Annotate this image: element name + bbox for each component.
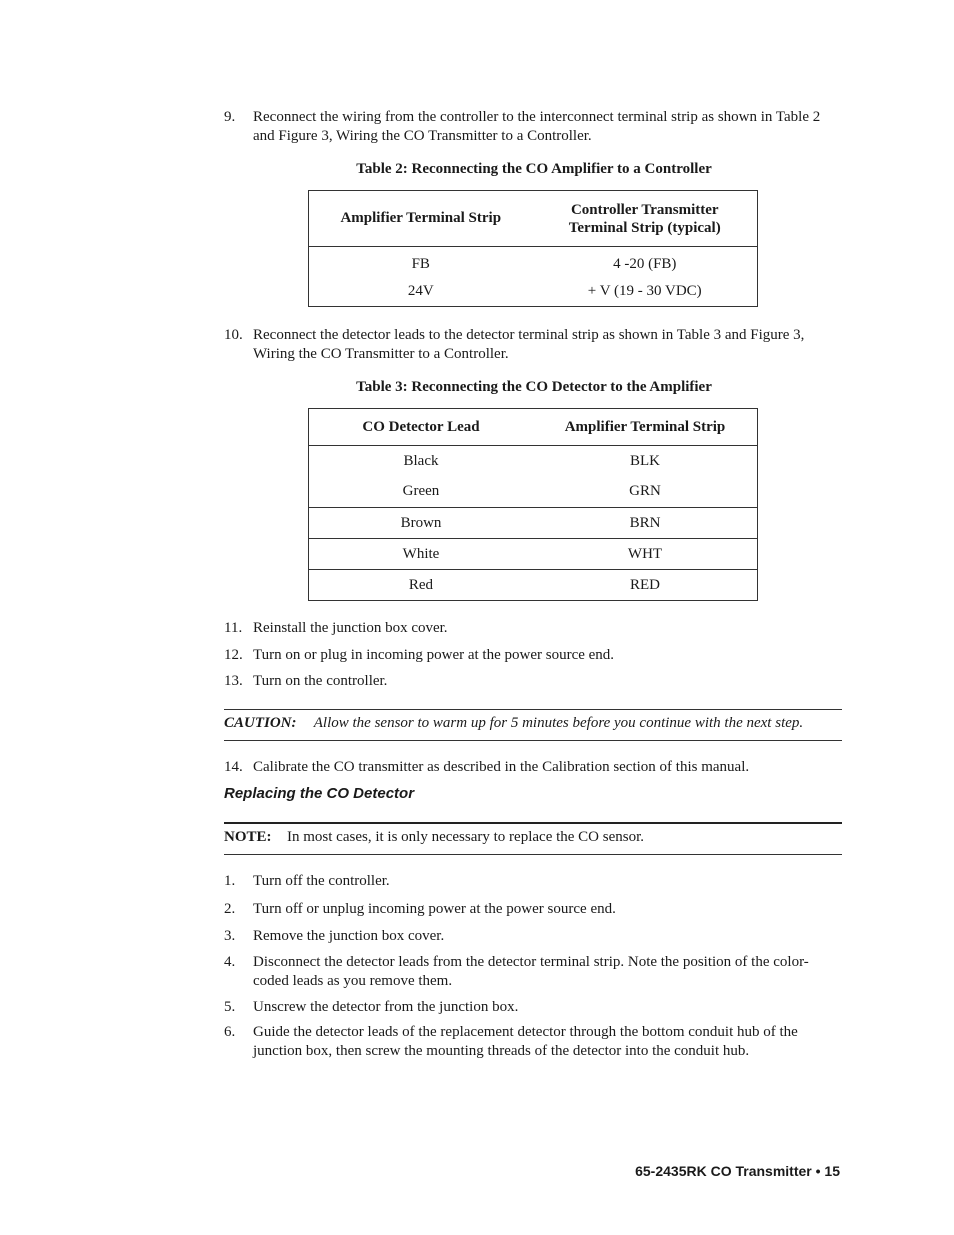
caution-text: Allow the sensor to warm up for 5 minutes before you continue with the next step. xyxy=(313,715,804,731)
table-cell: 24V xyxy=(407,282,434,299)
table-row xyxy=(309,446,758,477)
table-header: Amplifier Terminal Strip xyxy=(533,409,758,446)
caution-label: CAUTION: xyxy=(224,715,297,731)
step-text: Turn off the controller. xyxy=(253,873,390,889)
step-text: Turn off or unplug incoming power at the power source end. xyxy=(253,901,616,917)
step-number: 6. xyxy=(224,1024,236,1040)
table-row xyxy=(309,277,758,307)
step-text: Turn on or plug in incoming power at the power source end. xyxy=(253,647,615,663)
caution-bottom-rule xyxy=(224,740,842,741)
note-text: In most cases, it is only necessary to replace the CO sensor. xyxy=(287,829,645,845)
step-number: 12. xyxy=(224,647,243,663)
table-3-caption: Table 3: Reconnecting the CO Detector to the Amplifier xyxy=(356,379,712,395)
table-cell: Brown xyxy=(309,508,533,539)
table-row xyxy=(309,508,758,539)
table-cell: WHT xyxy=(533,539,758,570)
table-header-text: Controller Transmitter Terminal Strip (typical) xyxy=(568,201,721,236)
page-footer: 65-2435RK CO Transmitter • 15 xyxy=(635,1163,840,1179)
step-number: 4. xyxy=(224,954,236,970)
table-cell: FB xyxy=(411,256,430,273)
table-cell: Red xyxy=(309,570,533,601)
table-cell: GRN xyxy=(629,483,661,500)
step-text: Reconnect the detector leads to the detector terminal strip as shown in Table 3 and Figure 3, Wiring the CO Transmitter to a Controller. xyxy=(253,327,805,362)
step-number: 10. xyxy=(224,327,243,343)
table-row xyxy=(309,539,758,570)
step-text: Reconnect the wiring from the controller to the interconnect terminal strip as shown in Table 2 and Figure 3, Wiring the CO Transmitter to a Controller. xyxy=(253,109,821,144)
step-text: Reinstall the junction box cover. xyxy=(253,620,448,636)
table-cell: RED xyxy=(533,570,758,601)
note-top-rule xyxy=(224,822,842,824)
table-cell: + V (19 - 30 VDC) xyxy=(587,282,702,299)
step-text: Turn on the controller. xyxy=(253,673,388,689)
table-cell: White xyxy=(309,539,533,570)
step-text: Guide the detector leads of the replacement detector through the bottom conduit hub of the junction box, then screw the mounting threads of the detector into the conduit hub. xyxy=(253,1024,798,1059)
caution-top-rule xyxy=(224,709,842,710)
table-cell: Green xyxy=(402,483,440,500)
step-number: 2. xyxy=(224,901,236,917)
step-number: 14. xyxy=(224,759,243,775)
table-cell: BLK xyxy=(629,452,660,469)
table-header: Amplifier Terminal Strip xyxy=(309,191,533,247)
table-3 xyxy=(308,408,758,601)
step-number: 1. xyxy=(224,873,236,889)
table-header xyxy=(533,191,758,247)
section-heading: Replacing the CO Detector xyxy=(224,785,415,802)
step-number: 13. xyxy=(224,673,243,689)
note-bottom-rule xyxy=(224,854,842,855)
table-header: CO Detector Lead xyxy=(309,409,533,446)
step-text: Remove the junction box cover. xyxy=(253,928,445,944)
step-text: Calibrate the CO transmitter as described in the Calibration section of this manual. xyxy=(253,759,750,775)
table-cell: 4 -20 (FB) xyxy=(613,256,677,273)
step-number: 3. xyxy=(224,928,236,944)
table-row xyxy=(309,477,758,508)
step-number: 5. xyxy=(224,999,236,1015)
step-text: Unscrew the detector from the junction box. xyxy=(253,999,519,1015)
note-label: NOTE: xyxy=(224,829,272,845)
step-number: 11. xyxy=(224,620,243,636)
table-cell: Black xyxy=(403,452,439,469)
table-row xyxy=(309,570,758,601)
caution-notice xyxy=(224,714,842,733)
step-number: 9. xyxy=(224,109,236,125)
table-cell: BRN xyxy=(533,508,758,539)
table-row xyxy=(309,247,758,277)
note-notice xyxy=(224,828,842,847)
table-2 xyxy=(308,190,758,307)
step-text: Disconnect the detector leads from the detector terminal strip. Note the position of the color-coded leads as you remove them. xyxy=(253,954,809,989)
table-2-caption: Table 2: Reconnecting the CO Amplifier to a Controller xyxy=(356,161,712,177)
